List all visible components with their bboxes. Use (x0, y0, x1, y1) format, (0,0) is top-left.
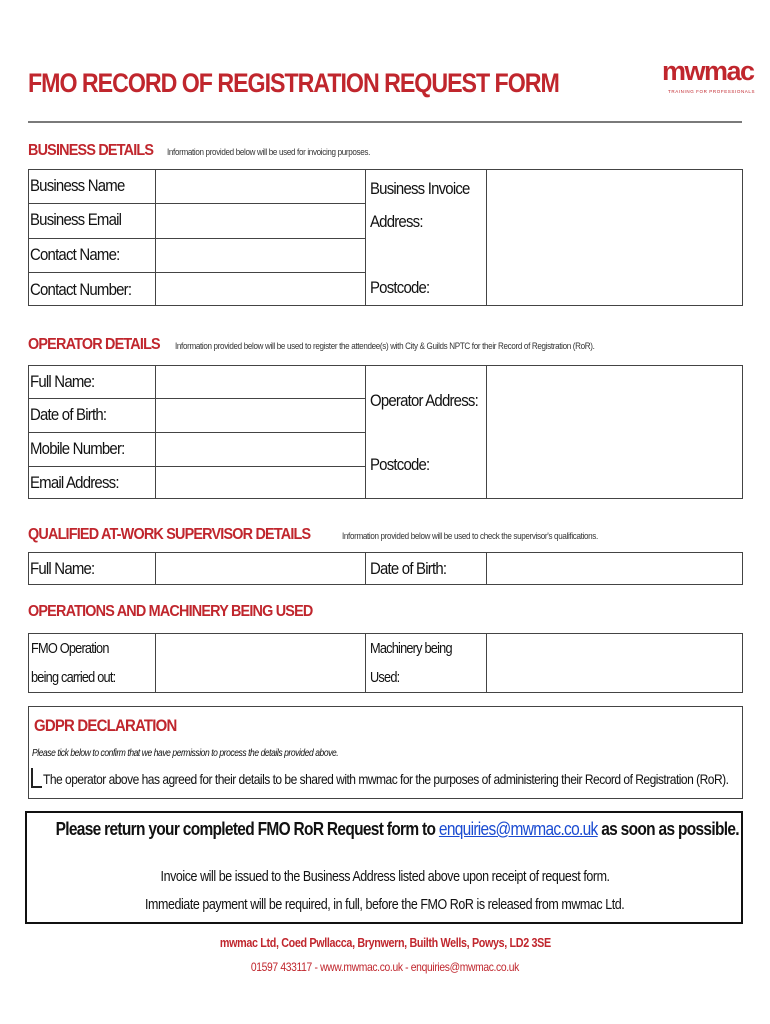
business-invoice-address-field[interactable] (488, 171, 741, 304)
operator-email-field[interactable] (157, 468, 363, 498)
operator-dob-label: Date of Birth: (30, 405, 107, 424)
operator-mobile-field[interactable] (157, 434, 363, 465)
operator-dob-field[interactable] (157, 400, 363, 431)
machinery-label-2: Used: (370, 670, 400, 686)
supervisor-name-label: Full Name: (30, 559, 95, 578)
business-email-label: Business Email (30, 210, 122, 229)
operations-col-divider-1 (155, 633, 156, 693)
contact-number-label: Contact Number: (30, 280, 132, 299)
business-row-divider-1 (28, 203, 366, 204)
form-title: FMO RECORD OF REGISTRATION REQUEST FORM (28, 68, 559, 98)
business-postcode-label: Postcode: (370, 278, 430, 297)
operator-row-divider-3 (28, 466, 366, 467)
footer-address-text: mwmac Ltd, Coed Pwllacca, Brynwern, Builth Wells, Powys, LD2 3SE (219, 936, 551, 950)
supervisor-col-divider-1 (155, 552, 156, 585)
operations-col-divider-3 (486, 633, 487, 693)
operator-address-label: Operator Address: (370, 391, 478, 410)
operator-full-name-label: Full Name: (30, 372, 95, 391)
business-row-divider-3 (28, 272, 366, 273)
logo-wordmark: mwmac (662, 56, 754, 86)
return-email-link[interactable]: enquiries@mwmac.co.uk (438, 819, 598, 839)
invoice-note (0, 869, 770, 885)
title-divider (28, 121, 742, 123)
operator-col-divider-3 (486, 365, 487, 499)
logo-tagline: TRAINING FOR PROFESSIONALS (668, 89, 756, 94)
operator-address-field[interactable] (488, 367, 741, 497)
operator-row-divider-1 (28, 398, 366, 399)
operator-postcode-label: Postcode: (370, 455, 430, 474)
business-row-divider-2 (28, 238, 366, 239)
supervisor-heading: QUALIFIED AT-WORK SUPERVISOR DETAILS (28, 526, 311, 543)
gdpr-consent-checkbox[interactable] (31, 768, 42, 788)
footer-address (0, 936, 770, 950)
business-email-field[interactable] (157, 205, 363, 237)
business-section-header (28, 142, 406, 160)
return-instruction (0, 819, 770, 840)
gdpr-note: Please tick below to confirm that we have permission to process the details provided above. (32, 748, 339, 759)
supervisor-dob-field[interactable] (488, 554, 741, 583)
footer-contact-text: 01597 433117 - www.mwmac.co.uk - enquiries@mwmac.co.uk (250, 960, 520, 974)
supervisor-note: Information provided below will be used to check the supervisor's qualifications. (341, 531, 598, 542)
business-invoice-label: Business Invoice (370, 179, 470, 198)
fmo-operation-label: FMO Operation (31, 641, 109, 657)
business-name-label: Business Name (30, 176, 125, 195)
supervisor-name-field[interactable] (157, 554, 363, 583)
payment-note-text: Immediate payment will be required, in full, before the FMO RoR is released from mwmac Ltd. (145, 897, 625, 913)
operator-note: Information provided below will be used to register the attendee(s) with City & Guilds NPTC for their Record of Registration (RoR). (174, 341, 595, 352)
operator-section-header (28, 336, 668, 354)
operations-heading: OPERATIONS AND MACHINERY BEING USED (28, 603, 313, 620)
supervisor-dob-label: Date of Birth: (370, 559, 447, 578)
operator-heading: OPERATOR DETAILS (28, 336, 160, 353)
business-name-field[interactable] (157, 171, 363, 202)
machinery-label: Machinery being (370, 641, 452, 657)
business-note: Information provided below will be used for invoicing purposes. (167, 147, 371, 158)
payment-note (0, 897, 770, 913)
supervisor-section-header (28, 526, 643, 544)
operations-section-header (28, 603, 344, 621)
contact-name-label: Contact Name: (30, 245, 120, 264)
supervisor-col-divider-3 (486, 552, 487, 585)
fmo-operation-label-2: being carried out: (31, 670, 116, 686)
business-heading: BUSINESS DETAILS (28, 142, 154, 159)
operator-mobile-label: Mobile Number: (30, 439, 125, 458)
business-address-label: Address: (370, 212, 423, 231)
machinery-field[interactable] (488, 635, 741, 691)
business-col-divider-3 (486, 169, 487, 306)
footer-contact (0, 960, 770, 974)
return-prefix: Please return your completed FMO RoR Request form to (55, 819, 439, 839)
return-suffix: as soon as possible. (597, 819, 739, 839)
operator-full-name-field[interactable] (157, 367, 363, 397)
fmo-operation-field[interactable] (157, 635, 363, 691)
supervisor-col-divider-2 (365, 552, 366, 585)
operator-email-label: Email Address: (30, 473, 119, 492)
contact-name-field[interactable] (157, 240, 363, 271)
mwmac-logo (662, 56, 756, 102)
operations-col-divider-2 (365, 633, 366, 693)
gdpr-statement: The operator above has agreed for their details to be shared with mwmac for the purposes of administering their Record of Registration (RoR). (43, 771, 729, 787)
invoice-note-text: Invoice will be issued to the Business Address listed above upon receipt of request form. (160, 869, 610, 885)
contact-number-field[interactable] (157, 274, 363, 305)
operator-row-divider-2 (28, 432, 366, 433)
gdpr-heading: GDPR DECLARATION (34, 716, 177, 735)
